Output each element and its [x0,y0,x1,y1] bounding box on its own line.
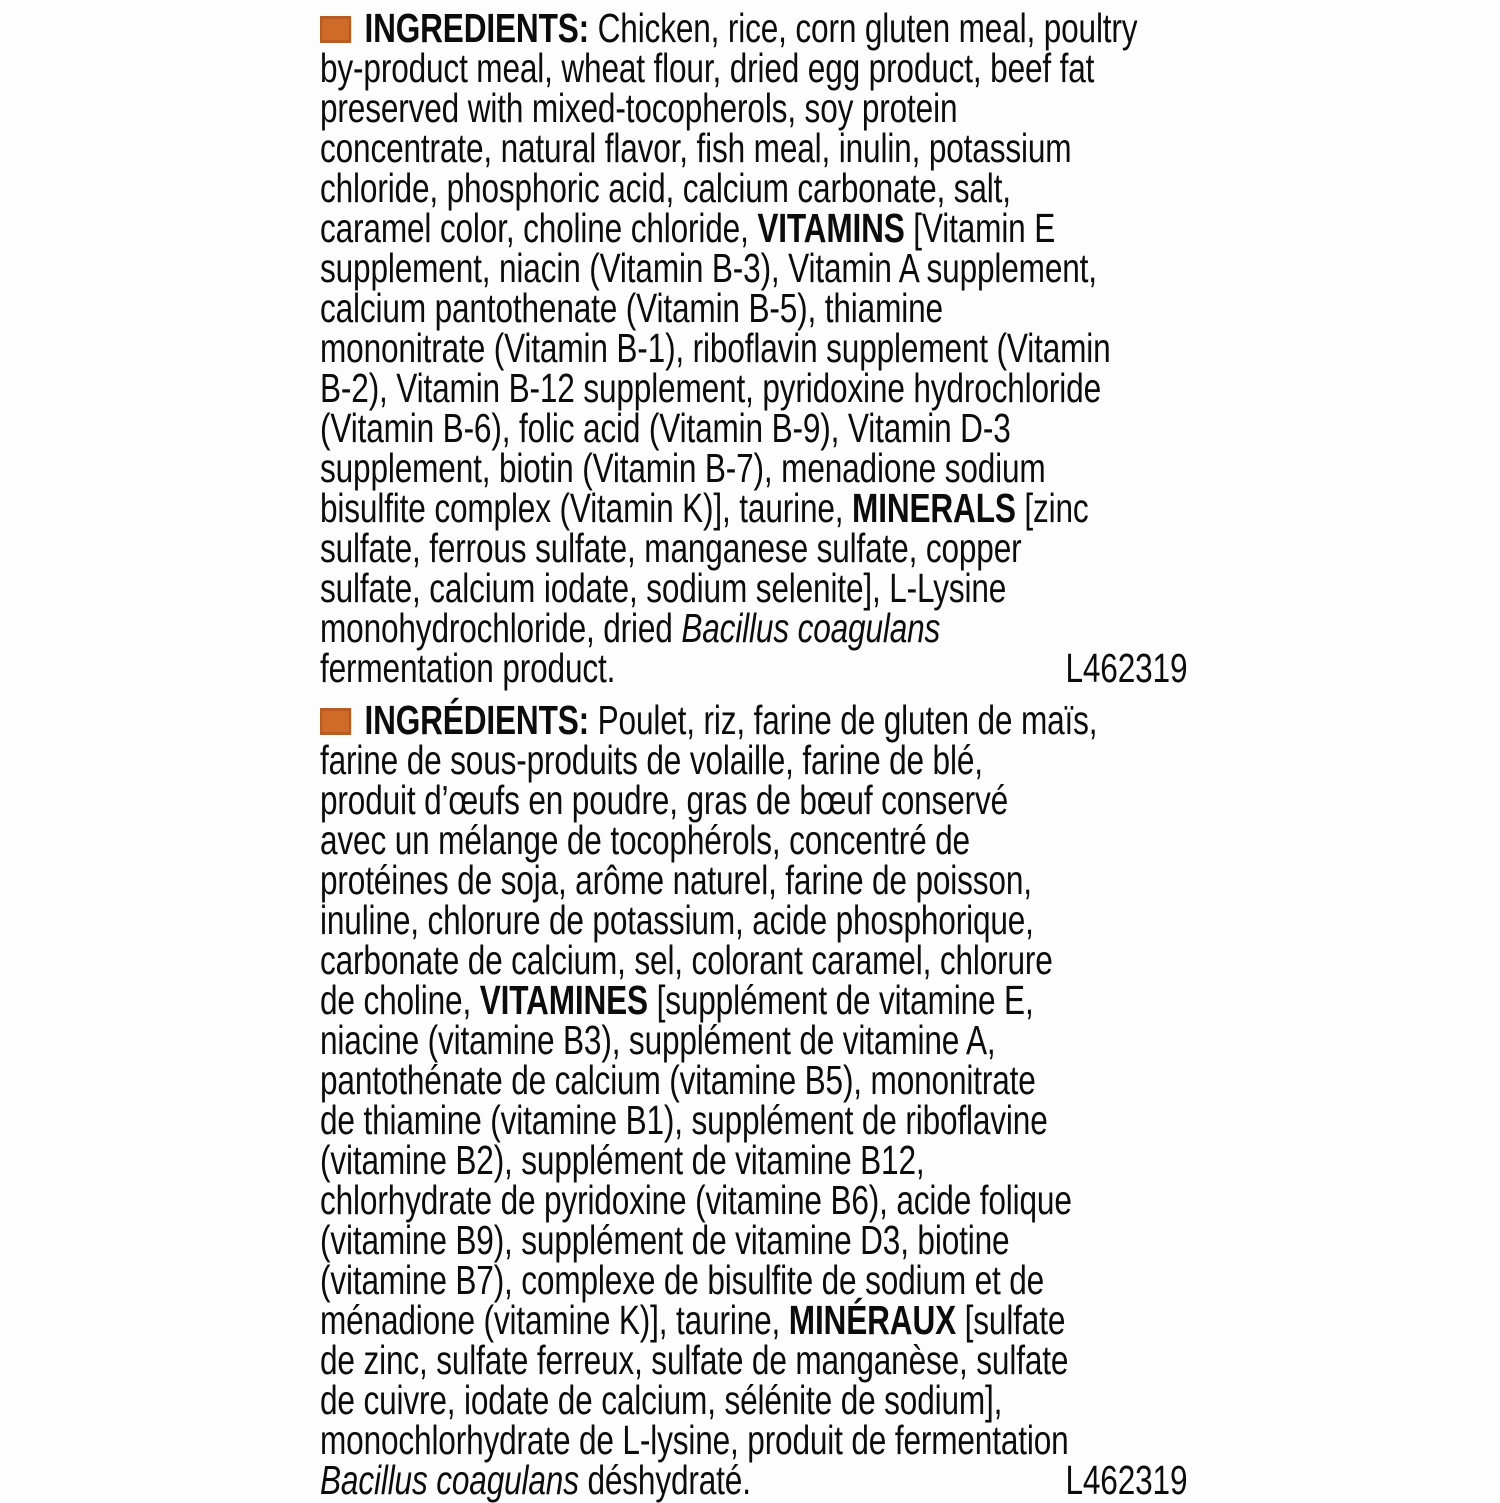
text-line [320,1017,1187,1063]
text-run: déshydraté. [578,1457,751,1503]
line-text [320,1457,751,1503]
text-line [320,737,1187,783]
keyword-text-run: INGREDIENTS: [364,5,598,51]
text-run: produit d’œufs en poudre, gras de bœuf conservé [320,777,1009,823]
text-line [320,45,1187,91]
text-run: niacine (vitamine B3), supplément de vitamine A, [320,1017,996,1063]
text-line [320,405,1187,451]
text-line [320,937,1187,983]
text-run: (Vitamin B-6), folic acid (Vitamin B-9), Vitamin D-3 [320,405,1011,451]
text-line [320,165,1187,211]
text-run: caramel color, choline chloride, [320,205,758,251]
text-run: [sulfate [956,1297,1066,1343]
text-line [320,485,1187,531]
text-line [320,1337,1187,1383]
keyword-text-run: MINERALS [852,485,1016,531]
text-line [320,1097,1187,1143]
text-run: supplement, niacin (Vitamin B-3), Vitamin A supplement, [320,245,1097,291]
text-run: B-2), Vitamin B-12 supplement, pyridoxine hydrochloride [320,365,1101,411]
section-ingredients-fr [320,697,1188,1503]
text-run: de cuivre, iodate de calcium, sélénite de sodium], [320,1377,1003,1423]
text-run: fermentation product. [320,645,616,691]
section-ingredients-en [320,5,1188,691]
ingredient-label-panel [320,5,1188,1503]
text-run: calcium pantothenate (Vitamin B-5), thiamine [320,285,943,331]
text-line [320,5,1187,51]
text-line [320,1057,1187,1103]
text-run: chlorhydrate de pyridoxine (vitamine B6), acide folique [320,1177,1072,1223]
text-line [320,125,1187,171]
text-line [320,645,1188,691]
text-run: carbonate de calcium, sel, colorant caramel, chlorure [320,937,1053,983]
text-line [320,525,1187,571]
text-run: Poulet, riz, farine de gluten de maïs, [597,697,1098,743]
text-run: sulfate, calcium iodate, sodium selenite], L-Lysine [320,565,1007,611]
text-line [320,205,1187,251]
text-run: de zinc, sulfate ferreux, sulfate de manganèse, sulfate [320,1337,1069,1383]
line-text [320,645,616,691]
text-run: concentrate, natural flavor, fish meal, inulin, potassium [320,125,1072,171]
text-line [320,365,1187,411]
text-line [320,285,1187,331]
text-line [320,1417,1187,1463]
text-run: (vitamine B7), complexe de bisulfite de sodium et de [320,1257,1045,1303]
text-line [320,1137,1187,1183]
text-line [320,1297,1187,1343]
text-line [320,857,1187,903]
text-run: farine de sous-produits de volaille, farine de blé, [320,737,983,783]
text-line [320,897,1187,943]
text-line [320,565,1187,611]
text-run: ménadione (vitamine K)], taurine, [320,1297,789,1343]
text-run: monochlorhydrate de L-lysine, produit de fermentation [320,1417,1069,1463]
text-run: mononitrate (Vitamin B-1), riboflavin supplement (Vitamin [320,325,1111,371]
text-line [320,1177,1187,1223]
text-run: supplement, biotin (Vitamin B-7), menadione sodium [320,445,1046,491]
text-line [320,245,1187,291]
text-run: pantothénate de calcium (vitamine B5), mononitrate [320,1057,1036,1103]
text-run: (vitamine B2), supplément de vitamine B12, [320,1137,925,1183]
lot-code: L462319 [1065,645,1188,691]
text-run: inuline, chlorure de potassium, acide phosphorique, [320,897,1034,943]
keyword-text-run: VITAMINES [479,977,648,1023]
text-line [320,1257,1187,1303]
text-line [320,977,1187,1023]
bullet-square-icon [320,708,351,735]
keyword-text-run: INGRÉDIENTS: [364,697,598,743]
text-run: sulfate, ferrous sulfate, manganese sulfate, copper [320,525,1022,571]
keyword-text-run: MINÉRAUX [788,1297,957,1343]
bullet-square-icon [320,16,351,43]
text-line [320,445,1187,491]
text-run: protéines de soja, arôme naturel, farine de poisson, [320,857,1032,903]
text-line [320,697,1187,743]
text-line [320,1377,1187,1423]
text-line [320,1457,1188,1503]
text-run: de choline, [320,977,480,1023]
text-line [320,1217,1187,1263]
keyword-text-run: VITAMINS [757,205,905,251]
text-run: monohydrochloride, dried [320,605,682,651]
italic-text-run: Bacillus coagulans [320,1457,579,1503]
text-run: [supplément de vitamine E, [647,977,1034,1023]
lot-code: L462319 [1065,1457,1188,1503]
text-run: [Vitamin E [904,205,1056,251]
text-line [320,605,1187,651]
italic-text-run: Bacillus coagulans [681,605,941,651]
text-run: chloride, phosphoric acid, calcium carbonate, salt, [320,165,1011,211]
text-run: [zinc [1015,485,1089,531]
text-run: (vitamine B9), supplément de vitamine D3, biotine [320,1217,1010,1263]
text-line [320,85,1187,131]
text-line [320,817,1187,863]
text-run: avec un mélange de tocophérols, concentré de [320,817,970,863]
text-run: de thiamine (vitamine B1), supplément de riboflavine [320,1097,1048,1143]
text-line [320,777,1187,823]
text-run: bisulfite complex (Vitamin K)], taurine, [320,485,853,531]
text-run: Chicken, rice, corn gluten meal, poultry [597,5,1138,51]
text-line [320,325,1187,371]
text-run: by-product meal, wheat flour, dried egg product, beef fat [320,45,1095,91]
text-run: preserved with mixed-tocopherols, soy protein [320,85,958,131]
